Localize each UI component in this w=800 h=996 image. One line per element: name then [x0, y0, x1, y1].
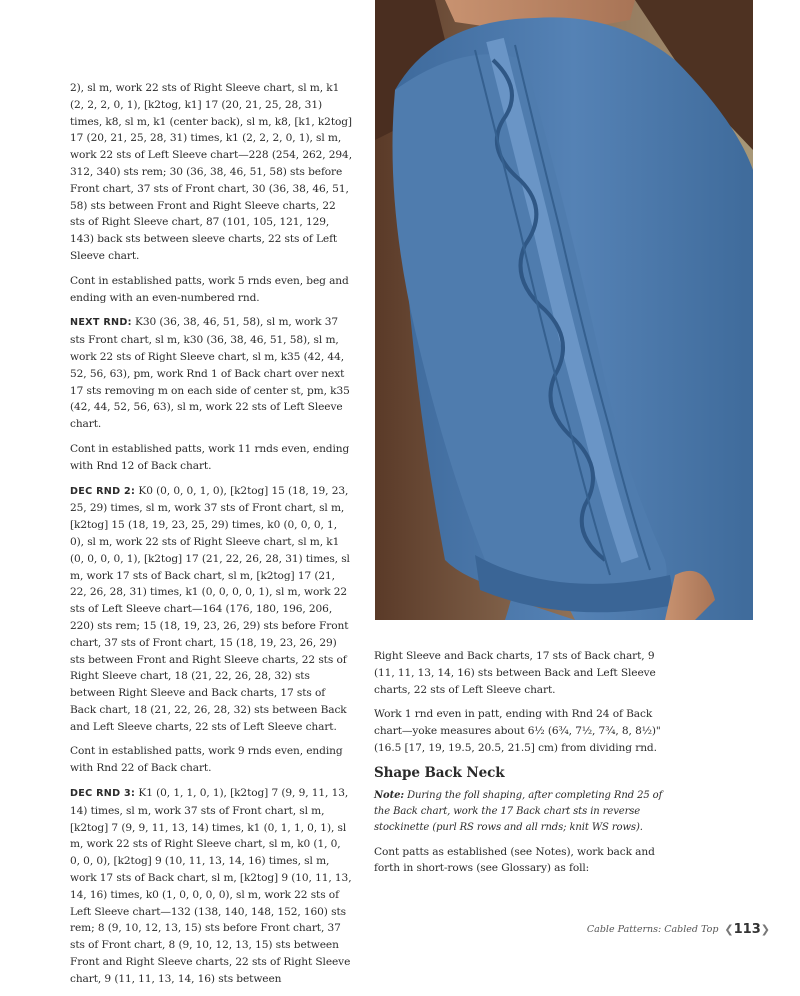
- leaf-ornament-icon: ❯: [760, 923, 770, 936]
- sweater-illustration: [375, 0, 753, 620]
- note-label: Note:: [374, 789, 404, 801]
- leaf-ornament-icon: ❮: [724, 923, 734, 936]
- dec-round-2-instruction: [70, 483, 352, 736]
- dec-round-3-label: DEC RND 3:: [70, 788, 136, 800]
- dec-round-2-label: DEC RND 2:: [70, 485, 136, 497]
- sweater-photo: [375, 0, 753, 620]
- instruction-paragraph: 2), sl m, work 22 sts of Right Sleeve chart, sl m, k1 (2, 2, 2, 0, 1), [k2tog, k1] 17 (20, 21, 25, 28, 31) times, k8, sl m, k1 (center back), sl m, k8, [k1, k2tog] 17 (20, 21, 25, 28, 31) times, k1 (2, 2, 2, 0, 1), sl m, work 22 sts of Left Sleeve chart—228 (254, 262, 294, 312, 340) sts rem; 30 (36, 38, 46, 51, 58) sts before Front chart, 37 sts of Front chart, 30 (36, 38, 46, 51, 58) sts between Front and Right Sleeve charts, 22 sts of Right Sleeve chart, 87 (101, 105, 121, 129, 143) back sts between sleeve charts, 22 sts of Left Sleeve chart.: [70, 82, 352, 262]
- instruction-paragraph: Work 1 rnd even in patt, ending with Rnd 24 of Back chart—yoke measures about 6½ (6¾, 7½, 7¾, 8, 8½)" (16.5 [17, 19, 19.5, 20.5, 21.5] cm) from dividing rnd.: [374, 708, 661, 754]
- left-column: [70, 80, 352, 996]
- note-text: During the foll shaping, after completing Rnd 25 of the Back chart, work the 17 Back chart sts in reverse stockinette (purl RS rows and all rnds; knit WS rows).: [374, 789, 663, 833]
- dec-round-3-text: K1 (0, 1, 1, 0, 1), [k2tog] 7 (9, 9, 11, 13, 14) times, sl m, work 37 sts of Front chart, sl m, [k2tog] 7 (9, 9, 11, 13, 14) times, k1 (0, 1, 1, 0, 1), sl m, work 22 sts of Right Sleeve chart, sl m, k0 (1, 0, 0, 0, 0), [k2tog] 9 (10, 11, 13, 14, 16) times, sl m, work 17 sts of Back chart, sl m, [k2tog] 9 (10, 11, 13, 14, 16) times, k0 (1, 0, 0, 0, 0), sl m, work 22 sts of Left Sleeve chart—132 (138, 140, 148, 152, 160) sts rem; 8 (9, 10, 12, 13, 15) sts before Front chart, 37 sts of Front chart, 8 (9, 10, 12, 13, 15) sts between Front and Right Sleeve charts, 22 sts of Right Sleeve chart, 9 (11, 11, 13, 14, 16) sts between: [70, 787, 352, 985]
- next-round-text: K30 (36, 38, 46, 51, 58), sl m, work 37 sts Front chart, sl m, k30 (36, 38, 46, 51, 58), sl m, work 22 sts of Right Sleeve chart, sl m, k35 (42, 44, 52, 56, 63), pm, work Rnd 1 of Back chart over next 17 sts removing m on each side of center st, pm, k35 (42, 44, 52, 56, 63), sl m, work 22 sts of Left Sleeve chart.: [70, 316, 350, 431]
- dec-round-2-text: K0 (0, 0, 0, 1, 0), [k2tog] 15 (18, 19, 23, 25, 29) times, sl m, work 37 sts of Front chart, sl m, [k2tog] 15 (18, 19, 23, 25, 29) times, k0 (0, 0, 0, 1, 0), sl m, work 22 sts of Right Sleeve chart, sl m, k1 (0, 0, 0, 0, 1), [k2tog] 17 (21, 22, 26, 28, 31) times, sl m, work 17 sts of Back chart, sl m, [k2tog] 17 (21, 22, 26, 28, 31) times, k1 (0, 0, 0, 0, 1), sl m, work 22 sts of Left Sleeve chart—164 (176, 180, 196, 206, 220) sts rem; 15 (18, 19, 23, 26, 29) sts before Front chart, 37 sts of Front chart, 15 (18, 19, 23, 26, 29) sts between Front and Right Sleeve charts, 22 sts of Right Sleeve chart, 18 (21, 22, 26, 28, 32) sts between Right Sleeve and Back charts, 17 sts of Back chart, 18 (21, 22, 26, 28, 32) sts between Back and Left Sleeve charts, 22 sts of Left Sleeve chart.: [70, 484, 350, 733]
- instruction-paragraph: Cont patts as established (see Notes), work back and forth in short-rows (see Glossary) as foll:: [374, 845, 655, 875]
- next-round-instruction: [70, 314, 352, 433]
- instruction-paragraph: Cont in established patts, work 9 rnds even, ending with Rnd 22 of Back chart.: [70, 745, 343, 775]
- page-footer: [587, 922, 770, 937]
- dec-round-3-instruction: [70, 785, 352, 988]
- running-footer-title: Cable Patterns: Cabled Top: [586, 924, 719, 935]
- note-paragraph: [374, 788, 666, 836]
- right-column: [374, 648, 666, 885]
- page-number: 113: [733, 922, 761, 937]
- page-number-block: [724, 922, 770, 937]
- instruction-paragraph: Cont in established patts, work 5 rnds even, beg and ending with an even-numbered rnd.: [70, 274, 349, 304]
- instruction-paragraph: Cont in established patts, work 11 rnds even, ending with Rnd 12 of Back chart.: [70, 442, 350, 472]
- next-round-label: NEXT RND:: [70, 317, 132, 329]
- section-heading: Shape Back Neck: [374, 764, 505, 781]
- instruction-paragraph: Right Sleeve and Back charts, 17 sts of Back chart, 9 (11, 11, 13, 14, 16) sts between Back and Left Sleeve charts, 22 sts of Left Sleeve chart.: [374, 650, 656, 696]
